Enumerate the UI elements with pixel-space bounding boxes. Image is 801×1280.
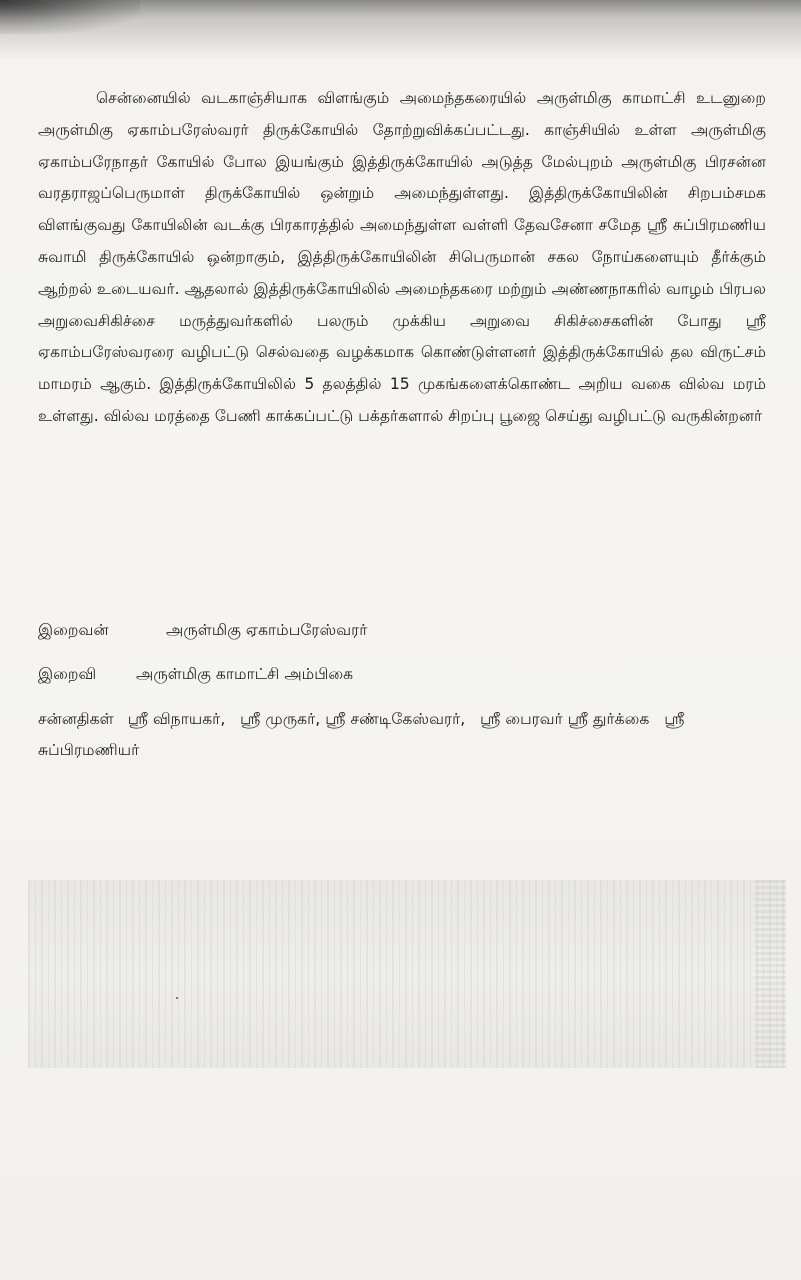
scan-speck xyxy=(176,997,178,999)
deity-line xyxy=(38,615,778,646)
faded-scan-area xyxy=(28,880,786,1068)
shrines-label: சன்னதிகள் xyxy=(38,710,114,728)
scan-corner-shadow xyxy=(0,0,140,34)
shrines-line xyxy=(38,704,738,766)
shrines-value: ஸ்ரீ விநாயகர், ஸ்ரீ முருகர், ஸ்ரீ சண்டிகேஸ்வரர், ஸ்ரீ பைரவர் ஸ்ரீ துர்க்கை ஸ்ரீ சுப்பிரமணியர் xyxy=(38,710,690,759)
goddess-value: அருள்மிகு காமாட்சி அம்பிகை xyxy=(136,665,354,683)
deity-value: அருள்மிகு ஏகாம்பரேஸ்வரர் xyxy=(166,621,368,639)
temple-history-paragraph: சென்னையில் வடகாஞ்சியாக விளங்கும் அமைந்தகரையில் அருள்மிகு காமாட்சி உடனுறை அருள்மிகு ஏகாம்பரேஸ்வரர் திருக்கோயில் தோற்றுவிக்கப்பட்டது. காஞ்சியில் உள்ள அருள்மிகு ஏகாம்பரேநாதர் கோயில் போல இயங்கும் இத்திருக்கோயில் அடுத்த மேல்புறம் அருள்மிகு பிரசன்ன வரதராஜப்பெருமாள் திருக்கோயில் ஒன்றும் அமைந்துள்ளது. இத்திருக்கோயிலின் சிறபம்சமக விளங்குவது கோயிலின் வடக்கு பிரகாரத்தில் அமைந்துள்ள வள்ளி தேவசேனா சமேத ஸ்ரீ சுப்பிரமணிய சுவாமி திருக்கோயில் ஒன்றாகும், இத்திருக்கோயிலின் சிபெருமான் சகல நோய்களையும் தீர்க்கும் ஆற்றல் உடையவர். ஆதலால் இத்திருக்கோயிலில் அமைந்தகரை மற்றும் அண்ணநாகரில் வாழம் பிரபல அறுவைசிகிச்சை மருத்துவர்களில் பலரும் முக்கிய அறுவை சிகிச்சைகளின் போது ஸ்ரீ ஏகாம்பரேஸ்வரரை வழிபட்டு செல்வதை வழக்கமாக கொண்டுள்ளனர் இத்திருக்கோயில் தல விருட்சம் மாமரம் ஆகும். இத்திருக்கோயிலில் 5 தலத்தில் 15 முகங்களைக்கொண்ட அறிய வகை வில்வ மரம் உள்ளது. வில்வ மரத்தை பேணி காக்கப்பட்டு பக்தர்களால் சிறப்பு பூஜை செய்து வழிபட்டு வருகின்றனர் xyxy=(38,89,766,425)
scan-top-shadow xyxy=(0,0,801,70)
deity-label: இறைவன் xyxy=(38,621,109,639)
goddess-line xyxy=(38,659,778,690)
faded-scan-edge xyxy=(755,880,786,1068)
goddess-label: இறைவி xyxy=(38,665,97,683)
